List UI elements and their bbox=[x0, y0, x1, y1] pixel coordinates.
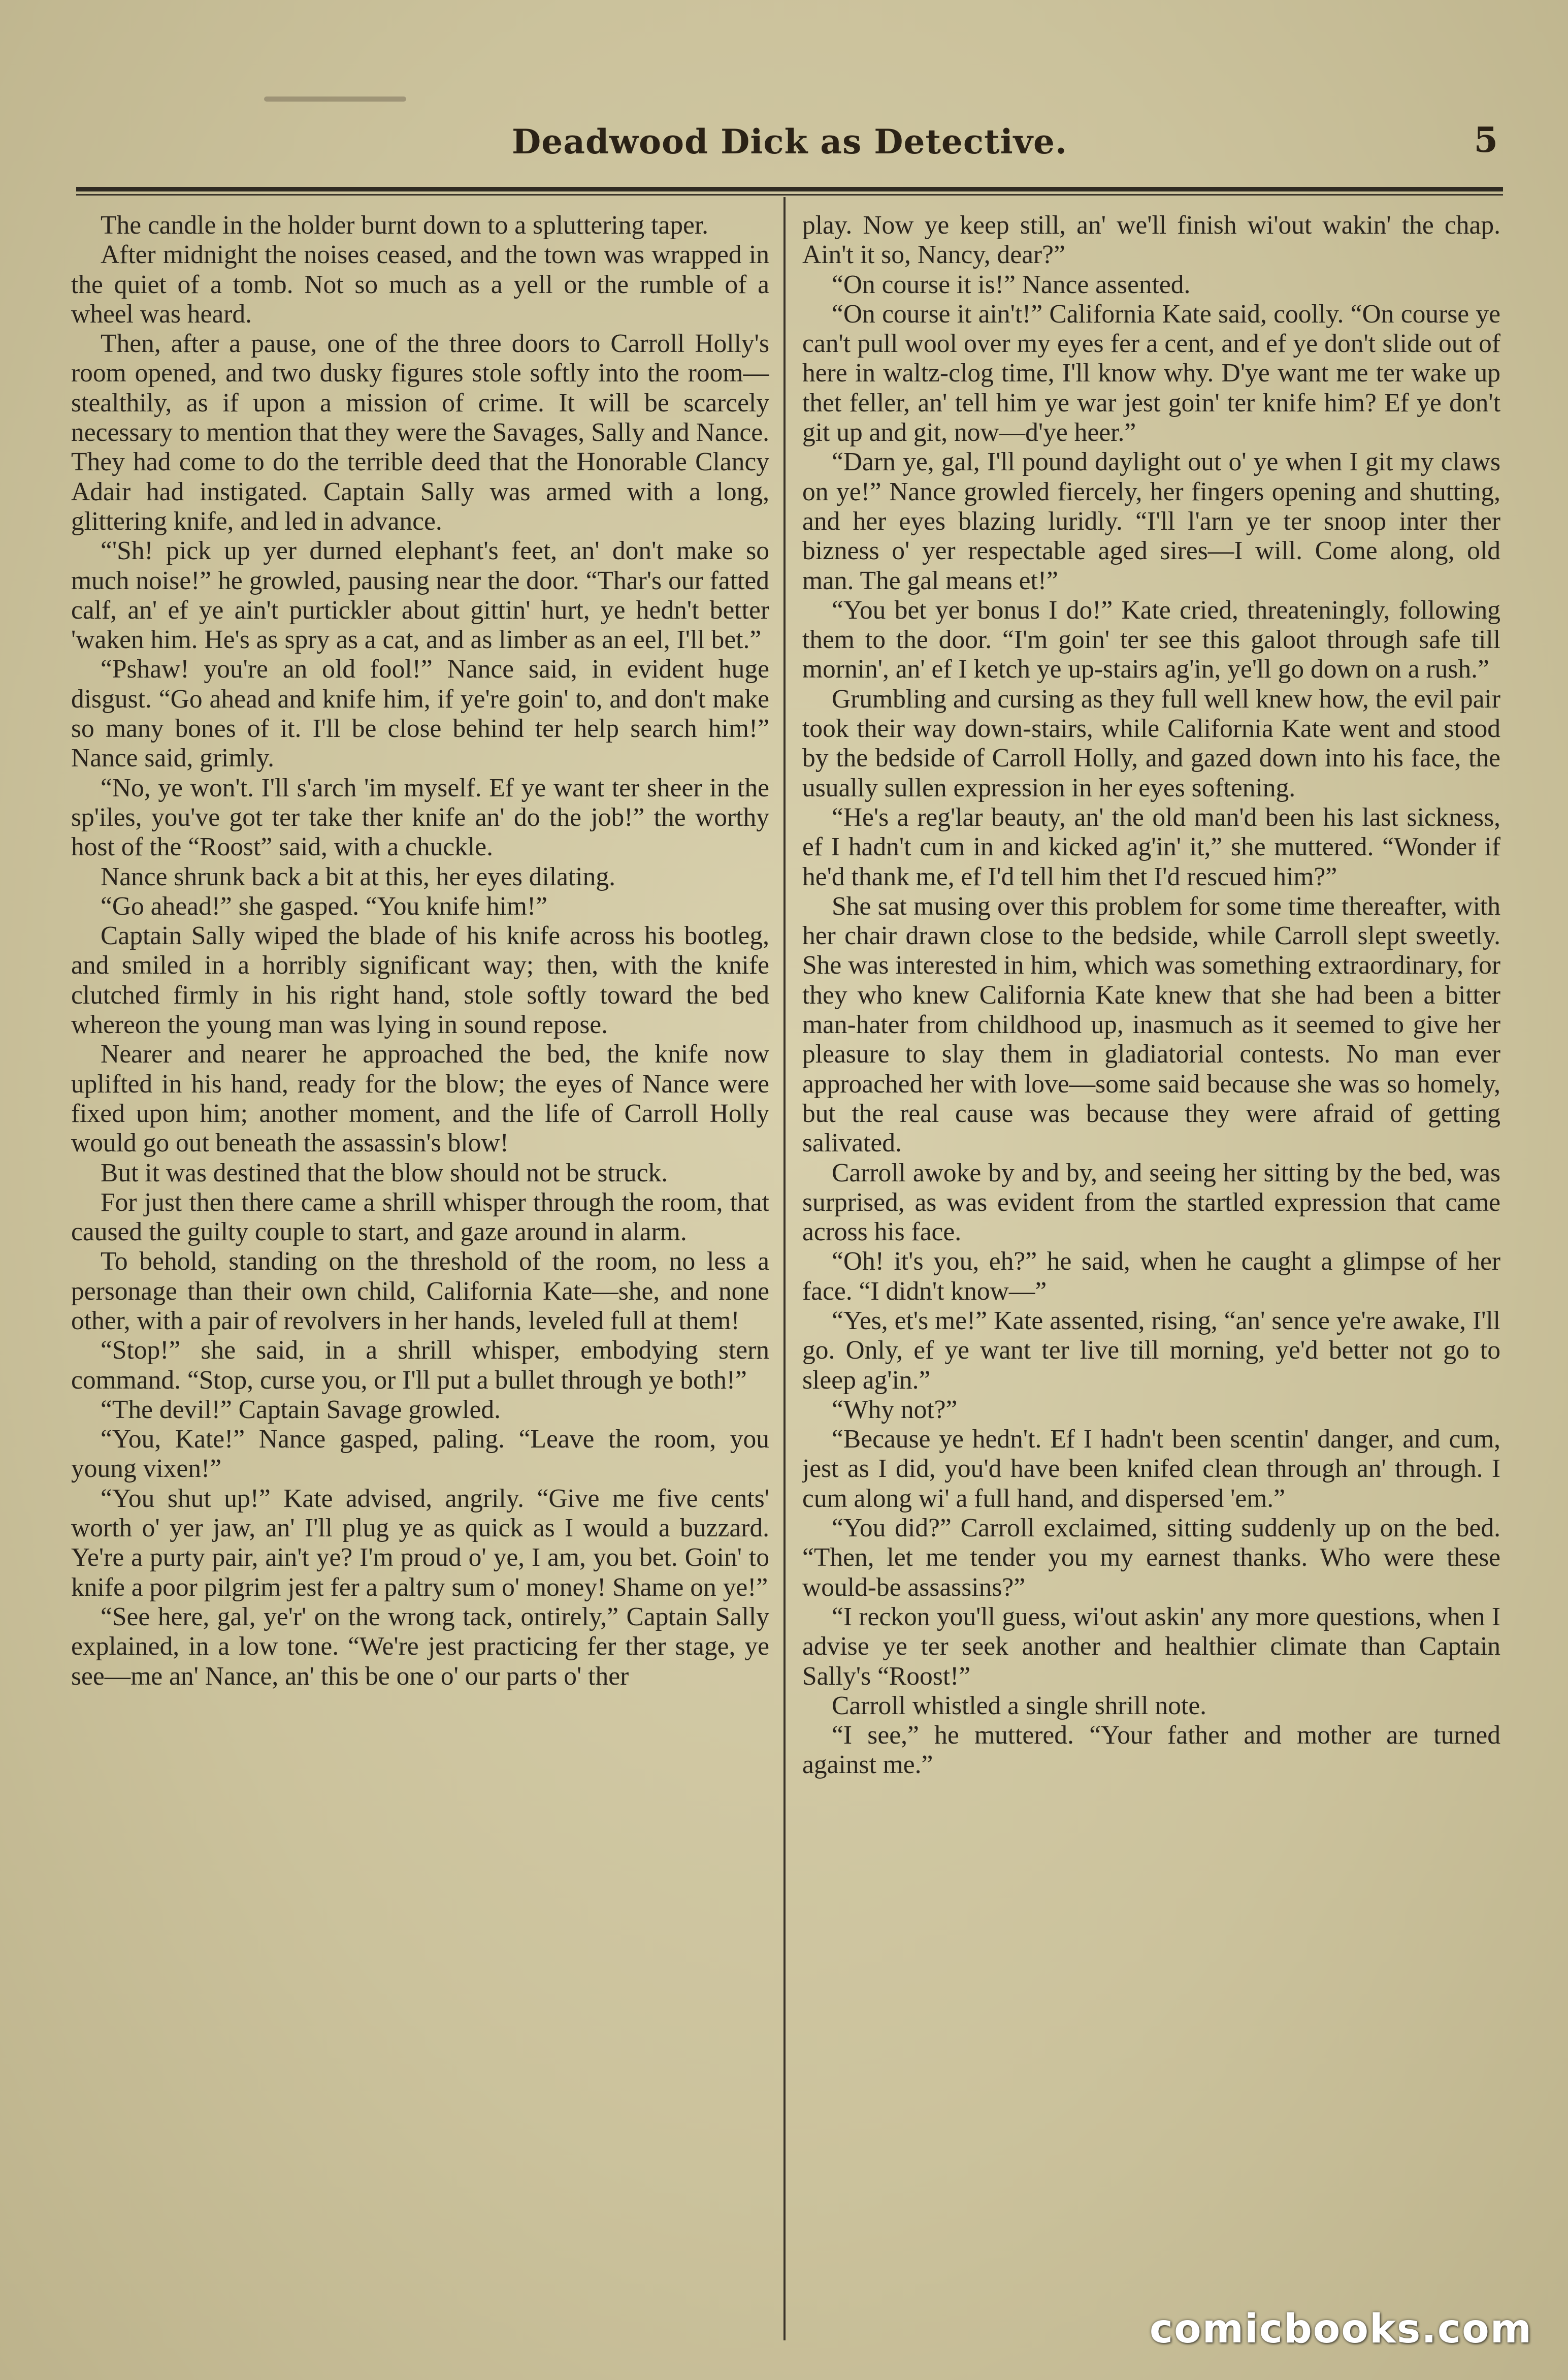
running-title: Deadwood Dick as Detective. bbox=[512, 122, 1067, 162]
paragraph: Carroll whistled a single shrill note. bbox=[832, 1691, 1207, 1720]
paragraph: “Oh! it's you, eh?” he said, when he caught a glimpse of her face. “I didn't know—” bbox=[802, 1247, 1500, 1306]
paragraph: “On course it is!” Nance assented. bbox=[832, 270, 1191, 299]
paragraph: “Why not?” bbox=[832, 1395, 958, 1424]
paragraph: “I reckon you'll guess, wi'out askin' any more questions, when I advise ye ter seek another and healthier climate than Captain Sally's “Roost!” bbox=[802, 1602, 1500, 1691]
paragraph: “See here, gal, ye'r' on the wrong tack, ontirely,” Captain Sally explained, in a low tone. “We're jest practicing fer ther stage, ye see—me an' Nance, an' this be one o' our parts o' ther bbox=[71, 1602, 769, 1691]
watermark: comicbooks.com bbox=[1149, 2306, 1532, 2352]
paragraph: After midnight the noises ceased, and the town was wrapped in the quiet of a tomb. Not so much as a yell or the rumble of a wheel was heard. bbox=[71, 240, 769, 329]
paragraph: “The devil!” Captain Savage growled. bbox=[101, 1395, 501, 1424]
paragraph: The candle in the holder burnt down to a spluttering taper. bbox=[101, 211, 709, 240]
paragraph: Nearer and nearer he approached the bed, the knife now uplifted in his hand, ready for the blow; the eyes of Nance were fixed upon him; another moment, and the life of Carroll Holly would go out beneath the assassin's blow! bbox=[71, 1040, 769, 1158]
paragraph: “Darn ye, gal, I'll pound daylight out o' ye when I git my claws on ye!” Nance growled fiercely, her fingers opening and shutting, and her eyes blazing luridly. “I'll l'arn ye ter snoop inter ther bizness o' yer respectable aged sires—I will. Come along, old man. The gal means et!” bbox=[802, 447, 1500, 595]
left-text-column bbox=[71, 211, 769, 2344]
paragraph: “No, ye won't. I'll s'arch 'im myself. Ef ye want ter sheer in the sp'iles, you've got ter take ther knife an' do the job!” the worthy host of the “Roost” said, with a chuckle. bbox=[71, 773, 769, 862]
paragraph: play. Now ye keep still, an' we'll finish wi'out wakin' the chap. Ain't it so, Nancy, dear?” bbox=[802, 211, 1500, 270]
paragraph: “On course it ain't!” California Kate said, coolly. “On course ye can't pull wool over my eyes fer a cent, and ef ye don't slide out of here in waltz-clog time, I'll know why. D'ye want me ter wake up thet feller, an' tell him ye war jest goin' ter knife him? Ef ye don't git up and git, now—d'ye heer.” bbox=[802, 299, 1500, 447]
right-text-column bbox=[802, 211, 1500, 2344]
paragraph: “Yes, et's me!” Kate assented, rising, “an' sence ye're awake, I'll go. Only, ef ye want ter live till morning, ye'd better not go to sleep ag'in.” bbox=[802, 1306, 1500, 1395]
paragraph: She sat musing over this problem for some time thereafter, with her chair drawn close to the bedside, while Carroll slept sweetly. She was interested in him, which was something extraordinary, for they who knew California Kate knew that she had been a bitter man-hater from childhood up, inasmuch as it seemed to give her pleasure to slay them in gladiatorial contests. No man ever approached her with love—some said because she was so homely, but the real cause was because they were afraid of getting salivated. bbox=[802, 891, 1500, 1158]
paragraph: Nance shrunk back a bit at this, her eyes dilating. bbox=[101, 862, 615, 891]
paragraph: “Go ahead!” she gasped. “You knife him!” bbox=[101, 891, 548, 921]
paragraph: “'Sh! pick up yer durned elephant's feet, an' don't make so much noise!” he growled, pausing near the door. “Thar's our fatted calf, an' ef ye ain't purtickler about gittin' hurt, ye hedn't better 'waken him. He's as spry as a cat, and as limber as an eel, I'll bet.” bbox=[71, 536, 769, 655]
paragraph: “You did?” Carroll exclaimed, sitting suddenly up on the bed. “Then, let me tender you my earnest thanks. Who were these would-be assassins?” bbox=[802, 1514, 1500, 1602]
paragraph: “You shut up!” Kate advised, angrily. “Give me five cents' worth o' yer jaw, an' I'll plug ye as quick as I would a buzzard. Ye're a purty pair, ain't ye? I'm proud o' ye, I am, you bet. Goin' to knife a poor pilgrim jest fer a paltry sum o' money! Shame on ye!” bbox=[71, 1484, 769, 1602]
paragraph: “He's a reg'lar beauty, an' the old man'd been his last sickness, ef I hadn't cum in and kicked ag'in' it,” she muttered. “Wonder if he'd thank me, ef I'd tell him thet I'd rescued him?” bbox=[802, 802, 1500, 891]
paragraph: Captain Sally wiped the blade of his knife across his bootleg, and smiled in a horribly significant way; then, with the knife clutched firmly in his right hand, stole softly toward the bed whereon the young man was lying in sound repose. bbox=[71, 921, 769, 1040]
paragraph: “Stop!” she said, in a shrill whisper, embodying stern command. “Stop, curse you, or I'll put a bullet through ye both!” bbox=[71, 1336, 769, 1395]
paragraph: “Pshaw! you're an old fool!” Nance said, in evident huge disgust. “Go ahead and knife him, if ye're goin' to, and don't make so many bones of it. I'll be close behind ter help search him!” Nance said, grimly. bbox=[71, 655, 769, 773]
page-number: 5 bbox=[1474, 120, 1498, 160]
paragraph: “You, Kate!” Nance gasped, paling. “Leave the room, you young vixen!” bbox=[71, 1425, 769, 1484]
paragraph: To behold, standing on the threshold of the room, no less a personage than their own child, California Kate—she, and none other, with a pair of revolvers in her hands, leveled full at them! bbox=[71, 1247, 769, 1335]
paragraph: But it was destined that the blow should not be struck. bbox=[101, 1158, 668, 1187]
running-header bbox=[71, 102, 1508, 198]
ink-smudge bbox=[264, 97, 406, 102]
header-rule-thin bbox=[76, 194, 1503, 196]
paragraph: “Because ye hedn't. Ef I hadn't been scentin' danger, and cum, jest as I did, you'd have been knifed clean through an' through. I cum along wi' a full hand, and dispersed 'em.” bbox=[802, 1425, 1500, 1513]
paragraph: “I see,” he muttered. “Your father and mother are turned against me.” bbox=[802, 1721, 1500, 1780]
paragraph: Carroll awoke by and by, and seeing her sitting by the bed, was surprised, as was evident from the startled expression that came across his face. bbox=[802, 1158, 1500, 1247]
paragraph: Grumbling and cursing as they full well knew how, the evil pair took their way down-stairs, while California Kate went and stood by the bedside of Carroll Holly, and gazed down into his face, the usually sullen expression in her eyes softening. bbox=[802, 684, 1500, 802]
paragraph: For just then there came a shrill whisper through the room, that caused the guilty couple to start, and gaze around in alarm. bbox=[71, 1187, 769, 1247]
paragraph: Then, after a pause, one of the three doors to Carroll Holly's room opened, and two dusky figures stole softly into the room—stealthily, as if upon a mission of crime. It will be scarcely necessary to mention that they were the Savages, Sally and Nance. They had come to do the terrible deed that the Honorable Clancy Adair had instigated. Captain Sally was armed with a long, glittering knife, and led in advance. bbox=[71, 329, 769, 536]
column-divider bbox=[783, 197, 786, 2340]
paragraph: “You bet yer bonus I do!” Kate cried, threateningly, following them to the door. “I'm goin' ter see this galoot through safe till mornin', an' ef I ketch ye up-stairs ag'in, ye'll go down on a rush.” bbox=[802, 595, 1500, 684]
header-rule bbox=[76, 187, 1503, 191]
